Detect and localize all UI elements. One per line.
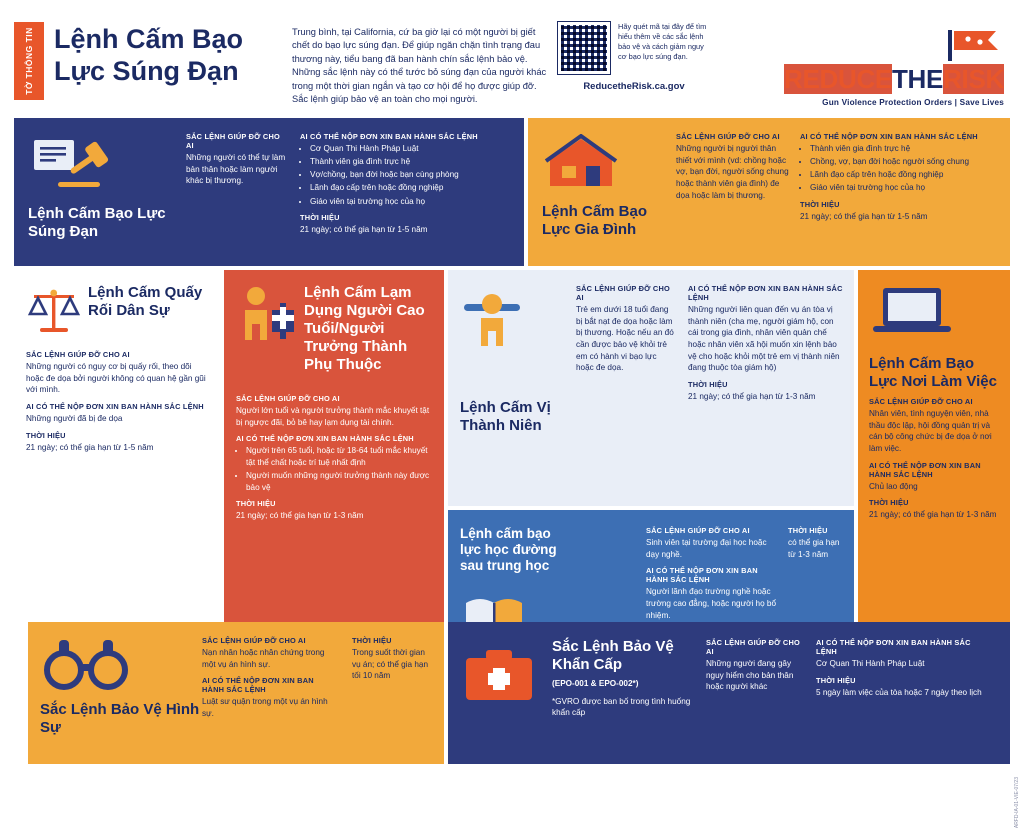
footer-code: ARFD-IA-01-VIE-07/23	[1014, 777, 1020, 828]
list-item: • Chồng, vợ, bạn đời hoặc người sống chung	[810, 156, 1000, 168]
card-workplace-helps-label: SẮC LỆNH GIÚP ĐỠ CHO AI	[869, 397, 973, 406]
card-elder-abuse-file-label: AI CÓ THỂ NỘP ĐƠN XIN BAN HÀNH SẮC LỆNH	[236, 434, 414, 444]
card-civil-harassment-title: Lệnh Cấm Quấy Rối Dân Sự	[88, 284, 203, 319]
scales-icon	[26, 284, 82, 336]
card-juvenile-helps-text: Trẻ em dưới 18 tuổi đang bị bắt nạt đe dọa hoặc làm bị thương. Hoặc nếu an đó cần được bảo vệ khỏi trẻ em có hành vi bạo lực hoặc đe dọa.	[576, 305, 674, 373]
card-gvro-helps-label: SẮC LỆNH GIÚP ĐỠ CHO AI	[186, 132, 280, 150]
card-elder-abuse-duration-text: 21 ngày; có thể gia hạn từ 1-3 năm	[236, 511, 364, 521]
house-icon	[542, 134, 620, 192]
card-juvenile-helps-label: SẮC LỆNH GIÚP ĐỠ CHO AI	[576, 284, 670, 302]
elder-person-icon	[236, 284, 298, 342]
fact-sheet-tag	[14, 22, 44, 100]
gavel-icon	[28, 132, 112, 194]
card-dvro-helps-text: Những người bị người thân thiết với mình (vd: chồng hoặc vợ, bạn đời, người sống chung hoặc thành viên gia đình) đe dọa hoặc làm bị thương.	[676, 144, 789, 200]
card-civil-harassment-duration-label: THỜI HIỆU	[26, 430, 66, 440]
card-civil-harassment-file-label: AI CÓ THỂ NỘP ĐƠN XIN BAN HÀNH SẮC LỆNH	[26, 401, 204, 411]
intro-paragraph: Trung bình, tại California, cứ ba giờ lại có một người bị giết chết do bạo lực súng đạn. Để giúp ngăn chặn tình trạng đau thương này, tiểu bang đã ban hành chín sắc lệnh bảo vệ. Những sắc lệnh này có thể tước bỏ súng đạn của người khác trong một thời gian ngắn và tạo cơ hội để họ được giúp đỡ. Sắc lệnh giúp bảo vệ an toàn cho mọi người.	[292, 27, 547, 105]
card-criminal-helps-text: Nạn nhân hoặc nhân chứng trong một vụ án hình sự.	[202, 648, 325, 669]
card-dvro	[528, 118, 1010, 266]
card-civil-harassment-duration-text: 21 ngày; có thể gia hạn từ 1-5 năm	[26, 442, 154, 452]
card-epo-duration-text: 5 ngày làm việc của tòa hoặc 7 ngày theo lịch	[816, 687, 982, 697]
fact-sheet-tag-label: TỜ THÔNG TIN	[24, 27, 34, 95]
card-dvro-duration-text: 21 ngày; có thể gia hạn từ 1-5 năm	[800, 212, 928, 222]
card-gvro-title: Lệnh Cấm Bạo Lực Súng Đạn	[28, 205, 166, 240]
card-criminal-file-label: AI CÓ THỂ NỘP ĐƠN XIN BAN HÀNH SẮC LỆNH	[202, 676, 314, 695]
child-icon	[460, 284, 524, 350]
card-postsecondary-helps-label: SẮC LỆNH GIÚP ĐỠ CHO AI	[646, 526, 750, 535]
card-criminal	[28, 622, 444, 764]
card-epo-file-label: AI CÓ THỂ NỘP ĐƠN XIN BAN HÀNH SẮC LỆNH	[816, 638, 971, 656]
card-gvro-duration-label: THỜI HIỆU	[300, 213, 340, 223]
first-aid-icon	[460, 644, 538, 706]
card-civil-harassment	[14, 270, 220, 618]
qr-block	[554, 10, 714, 118]
brand-word-the: THE	[891, 64, 944, 94]
list-item: • Lãnh đạo cấp trên hoặc đồng nghiệp	[310, 182, 512, 194]
card-juvenile-title: Lệnh Cấm Vị Thành Niên	[460, 399, 551, 434]
logo	[714, 10, 1010, 118]
card-epo	[448, 622, 1010, 764]
card-postsecondary-title: Lệnh cấm bạo lực học đường sau trung học	[460, 526, 557, 574]
card-elder-abuse-file-list	[236, 445, 432, 493]
card-epo-duration-label: THỜI HIỆU	[816, 675, 856, 685]
card-epo-subtitle: (EPO-001 & EPO-002*)	[552, 679, 639, 688]
list-item: • Người trên 65 tuổi, hoặc từ 18-64 tuổi mắc khuyết tật thể chất hoặc trí tuệ nhất định	[246, 445, 432, 468]
card-civil-harassment-helps-text: Những người có nguy cơ bị quấy rối, theo dõi hoặc đe dọa bởi người không có quan hệ gần gũi với mình.	[26, 362, 206, 395]
brand-word-risk: RISK	[943, 64, 1004, 94]
card-criminal-duration-label: THỜI HIỆU	[352, 636, 392, 645]
card-gvro	[14, 118, 524, 266]
list-item: • Thành viên gia đình trực hệ	[810, 143, 1000, 155]
card-postsecondary-file-label: AI CÓ THỂ NỘP ĐƠN XIN BAN HÀNH SẮC LỆNH	[646, 566, 758, 585]
card-postsecondary-duration-text: có thể gia hạn từ 1-3 năm	[788, 538, 840, 559]
card-dvro-title: Lệnh Cấm Bạo Lực Gia Đình	[542, 203, 648, 238]
card-civil-harassment-file-text: Những người đã bị đe dọa	[26, 413, 123, 423]
brand-word-reduce: REDUCE	[783, 64, 892, 94]
card-dvro-file-label: AI CÓ THỂ NỘP ĐƠN XIN BAN HÀNH SẮC LỆNH	[800, 132, 978, 141]
list-item: • Người muốn những người trưởng thành này được bảo vệ	[246, 470, 432, 493]
card-elder-abuse-title: Lệnh Cấm Lạm Dụng Người Cao Tuổi/Người Trưởng Thành Phụ Thuộc	[304, 284, 425, 373]
flag-icon-svg	[946, 28, 1004, 62]
list-item: • Giáo viên tại trường học của họ	[810, 182, 1000, 194]
qr-instructions: Hãy quét mã tại đây để tìm hiểu thêm về các sắc lệnh bảo vệ và cách giảm nguy cơ bạo lực súng đạn.	[618, 22, 707, 61]
card-elder-abuse-duration-label: THỜI HIỆU	[236, 499, 276, 509]
card-juvenile	[448, 270, 854, 506]
card-workplace-file-text: Chủ lao động	[869, 481, 918, 491]
card-gvro-file-label: AI CÓ THỂ NỘP ĐƠN XIN BAN HÀNH SẮC LỆNH	[300, 132, 478, 141]
card-epo-title: Sắc Lệnh Bảo Vệ Khẩn Cấp	[552, 638, 674, 673]
website-url[interactable]: ReducetheRisk.ca.gov	[583, 81, 685, 92]
list-item: • Vợ/chồng, bạn đời hoặc bạn cùng phòng	[310, 169, 512, 181]
card-elder-abuse-helps-label: SẮC LỆNH GIÚP ĐỠ CHO AI	[236, 394, 340, 403]
list-item: • Giáo viên tại trường học của họ	[310, 196, 512, 208]
list-item: • Lãnh đạo cấp trên hoặc đồng nghiệp	[810, 169, 1000, 181]
card-criminal-file-text: Luật sư quận trong một vụ án hình sự.	[202, 697, 328, 718]
card-elder-abuse-helps-text: Người lớn tuổi và người trưởng thành mắc khuyết tật bị ngược đãi, bỏ bê hay lạm dụng tài chính.	[236, 406, 430, 427]
card-postsecondary-duration-label: THỜI HIỆU	[788, 526, 828, 535]
card-workplace-helps-text: Nhân viên, tình nguyện viên, nhà thầu độc lập, hội đồng quản trị và cán bộ công chức bị đe dọa ở nơi làm việc.	[869, 409, 992, 453]
card-epo-helps-label: SẮC LỆNH GIÚP ĐỠ CHO AI	[706, 638, 800, 656]
flag-icon	[714, 28, 1004, 62]
card-juvenile-file-text: Những người liên quan đến vụ án tòa vị thành niên (cha mẹ, người giám hộ, con cái trong gia đình, nhân viên quản chế hoặc nhân viên xã hội muốn xin lệnh bảo vệ cho hoặc khỏi một trẻ em vị thành niên đang thuộc tòa giám hộ)	[688, 305, 840, 373]
brand-name	[714, 64, 1004, 95]
card-civil-harassment-helps-label: SẮC LỆNH GIÚP ĐỠ CHO AI	[26, 350, 130, 359]
list-item: • Thành viên gia đình trực hệ	[310, 156, 512, 168]
card-postsecondary-helps-text: Sinh viên tại trường đại học hoặc dạy nghề.	[646, 538, 767, 559]
brand-tagline: Gun Violence Protection Orders | Save Lives	[822, 98, 1004, 107]
card-criminal-title: Sắc Lệnh Bảo Vệ Hình Sự	[40, 701, 200, 736]
handcuffs-icon	[40, 636, 132, 692]
page-title: Lệnh Cấm Bạo Lực Súng Đạn	[54, 24, 244, 86]
card-workplace-duration-text: 21 ngày; có thể gia hạn từ 1-3 năm	[869, 510, 997, 520]
card-juvenile-duration-label: THỜI HIỆU	[688, 379, 728, 389]
card-workplace-file-label: AI CÓ THỂ NỘP ĐƠN XIN BAN HÀNH SẮC LỆNH	[869, 460, 981, 479]
card-criminal-helps-label: SẮC LỆNH GIÚP ĐỠ CHO AI	[202, 636, 306, 645]
card-dvro-duration-label: THỜI HIỆU	[800, 200, 840, 210]
card-dvro-helps-label: SẮC LỆNH GIÚP ĐỠ CHO AI	[676, 132, 780, 141]
card-criminal-duration-text: Trong suốt thời gian vụ án; có thể gia hạn tối 10 năm	[352, 648, 429, 681]
card-dvro-file-list	[800, 143, 1000, 194]
card-juvenile-duration-text: 21 ngày; có thể gia hạn từ 1-3 năm	[688, 391, 816, 401]
card-gvro-helps-text: Những người có thể tự làm bản thân hoặc làm người khác bị thương.	[186, 153, 286, 186]
header	[14, 10, 1010, 118]
list-item: • Cơ Quan Thi Hành Pháp Luật	[310, 143, 512, 155]
laptop-icon	[869, 284, 955, 340]
card-postsecondary-file-text: Người lãnh đạo trường nghề hoặc trường cao đẳng, hoặc người họ bổ nhiệm.	[646, 587, 777, 620]
card-workplace-duration-label: THỜI HIỆU	[869, 498, 909, 508]
card-juvenile-file-label: AI CÓ THỂ NỘP ĐƠN XIN BAN HÀNH SẮC LỆNH	[688, 284, 843, 302]
card-workplace-title: Lệnh Cấm Bạo Lực Nơi Làm Việc	[869, 355, 997, 390]
card-gvro-duration-text: 21 ngày; có thể gia hạn từ 1-5 năm	[300, 225, 428, 235]
cards-grid	[14, 118, 1010, 768]
card-epo-note: *GVRO được ban bố trong tình huống khẩn cấp	[552, 696, 691, 718]
card-epo-helps-text: Những người đang gây nguy hiểm cho bản thân hoặc người khác	[706, 659, 794, 692]
card-epo-file-text: Cơ Quan Thi Hành Pháp Luật	[816, 659, 925, 668]
qr-code-icon[interactable]	[558, 22, 610, 74]
card-gvro-file-list	[300, 143, 512, 207]
